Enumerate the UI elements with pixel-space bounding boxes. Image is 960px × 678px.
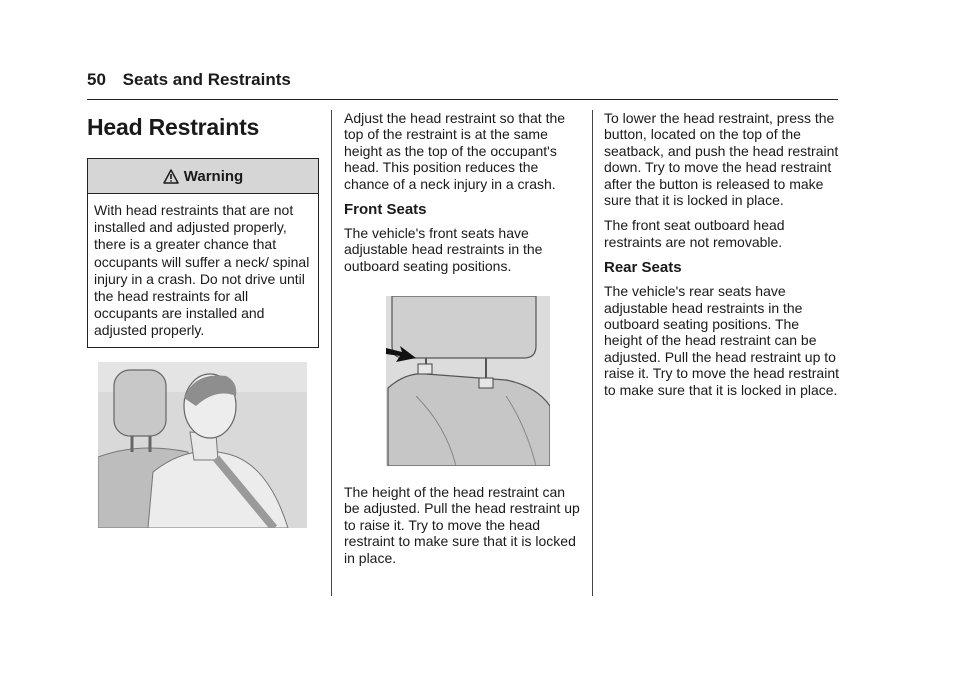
column-2 — [344, 110, 580, 566]
column-3 — [604, 110, 840, 407]
lower-paragraph: To lower the head restraint, press the button, located on the top of the seatback, and push the head restraint down. Try to move the head restraint after the button is released to make sure that it is locked in place. — [604, 110, 839, 209]
page-number: 50 — [87, 70, 106, 89]
column-divider-2 — [592, 110, 593, 596]
column-divider-1 — [331, 110, 332, 596]
column-1 — [87, 110, 319, 348]
head-restraint-button-illustration — [386, 296, 550, 466]
section-name: Seats and Restraints — [122, 70, 291, 89]
warning-triangle-icon — [163, 169, 179, 184]
not-removable-paragraph: The front seat outboard head restraints are not removable. — [604, 217, 785, 250]
height-paragraph: The height of the head restraint can be adjusted. Pull the head restraint up to raise it. Try to move the head restraint to make sure that it is locked in place. — [344, 484, 580, 566]
page-header — [87, 70, 291, 90]
rear-seats-heading: Rear Seats — [604, 259, 682, 277]
adjust-paragraph: Adjust the head restraint so that the top of the restraint is at the same height as the top of the occupant's head. This position reduces the chance of a neck injury in a crash. — [344, 110, 566, 192]
front-seats-heading: Front Seats — [344, 201, 427, 219]
rear-seats-paragraph: The vehicle's rear seats have adjustable head restraints in the outboard seating positions. The height of the head restraint can be adjusted. Pull the head restraint up to raise it. Try to move the head restraint to make sure that it is locked in place. — [604, 283, 839, 398]
warning-header — [88, 159, 318, 194]
front-seats-paragraph: The vehicle's front seats have adjustable head restraints in the outboard seating positions. — [344, 225, 543, 274]
warning-text: With head restraints that are not installed and adjusted properly, there is a greater chance that occupants will suffer a neck/ spinal injury in a crash. Do not drive until the head restraints for all occupants are installed and adjusted properly. — [94, 202, 310, 339]
driver-head-restraint-illustration — [98, 362, 307, 528]
warning-label: Warning — [183, 167, 244, 185]
warning-box — [87, 158, 319, 348]
page-title: Head Restraints — [87, 114, 260, 140]
header-rule — [87, 99, 838, 100]
